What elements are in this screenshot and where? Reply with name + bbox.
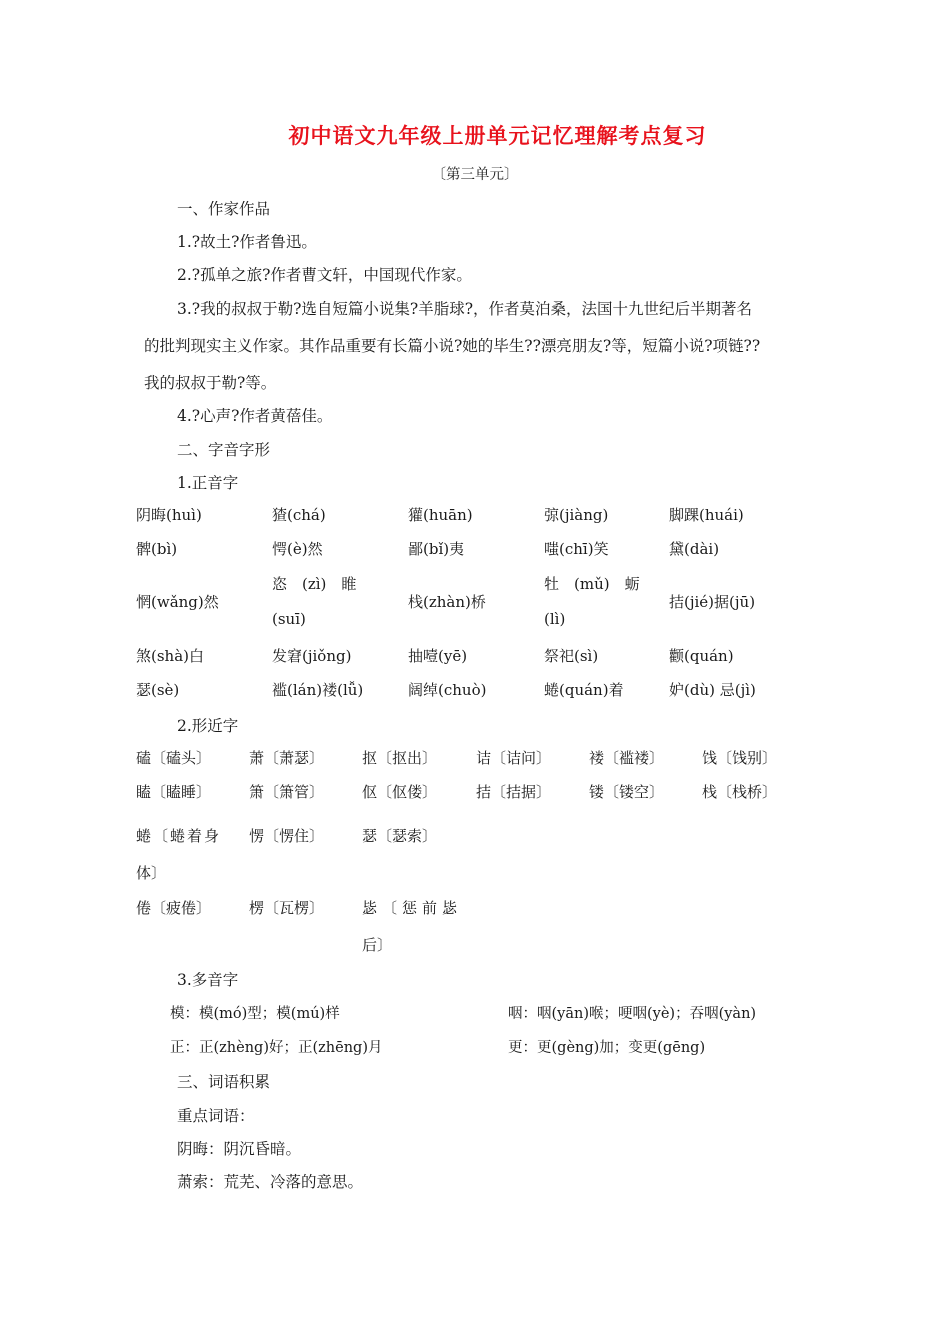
pron-cell: 瑟(sè) (136, 681, 180, 699)
pron-cell: 獾(huān) (408, 506, 473, 524)
pron-cell: 猹(chá) (272, 506, 326, 524)
polyphone-item: 更：更(gèng)加；变更(gēng) (508, 1040, 706, 1056)
pron-cell: (lì) (544, 610, 566, 628)
similar-cell: 箫〔箫管〕 (249, 783, 325, 801)
pron-cell: 鄙(bǐ)夷 (408, 540, 465, 558)
pron-cell: 阴晦(huì) (136, 506, 202, 524)
similar-cell: 瑟〔瑟索〕 (362, 827, 438, 845)
similar-cell: 饯〔饯别〕 (702, 749, 778, 767)
similar-cell: 愣〔愣住〕 (249, 827, 325, 845)
similar-cell: 镂〔镂空〕 (589, 783, 665, 801)
author-item-4: 4.?心声?作者黄蓓佳。 (177, 407, 333, 425)
similar-cell: 后〕 (362, 936, 393, 954)
section-heading-authors: 一、作家作品 (177, 200, 271, 218)
polyphone-item: 咽：咽(yān)喉；哽咽(yè)；吞咽(yàn) (508, 1006, 757, 1022)
similar-cell: 拮〔拮据〕 (476, 783, 552, 801)
similar-cell: 磕〔磕头〕 (136, 749, 212, 767)
pron-cell: 牡 (mǔ) 蛎 (544, 575, 640, 593)
similar-cell: 毖〔惩前毖 (362, 899, 463, 917)
similar-cell: 蜷〔蜷着身 (136, 827, 222, 845)
pron-cell: 煞(shà)白 (136, 647, 205, 665)
section-heading-vocabulary: 三、词语积累 (177, 1073, 271, 1091)
polyphone-item: 模：模(mó)型；模(mú)样 (170, 1006, 340, 1022)
pron-cell: 嗤(chī)笑 (544, 540, 609, 558)
vocabulary-subheading: 重点词语： (177, 1107, 255, 1125)
pron-cell: 阔绰(chuò) (408, 681, 487, 699)
pron-cell: 拮(jié)据(jū) (669, 593, 756, 611)
subheading-similar-chars: 2.形近字 (177, 717, 239, 735)
pron-cell: 愕(è)然 (272, 540, 323, 558)
pron-cell: 蜷(quán)着 (544, 681, 624, 699)
similar-cell: 体〕 (136, 864, 167, 882)
similar-cell: 诘〔诘问〕 (476, 749, 552, 767)
pron-cell: 妒(dù) 忌(jì) (669, 681, 756, 699)
pron-cell: 弶(jiàng) (544, 506, 609, 524)
pron-cell: 褴(lán)褛(lǚ) (272, 681, 364, 699)
pron-cell: 发窘(jiǒng) (272, 647, 352, 665)
pron-cell: 抽噎(yē) (408, 647, 468, 665)
similar-cell: 抠〔抠出〕 (362, 749, 438, 767)
document-subtitle: 〔第三单元〕 (431, 167, 519, 183)
author-item-2: 2.?孤单之旅?作者曹文轩，中国现代作家。 (177, 266, 472, 284)
similar-cell: 倦〔疲倦〕 (136, 899, 212, 917)
vocabulary-item: 阴晦：阴沉昏暗。 (177, 1140, 302, 1158)
polyphone-item: 正：正(zhèng)好；正(zhēng)月 (170, 1040, 383, 1056)
pron-cell: 脚踝(huái) (669, 506, 744, 524)
author-item-1: 1.?故土?作者鲁迅。 (177, 233, 317, 251)
author-item-3-line3: 我的叔叔于勒?等。 (144, 374, 277, 392)
document-title: 初中语文九年级上册单元记忆理解考点复习 (288, 123, 707, 148)
pron-cell: 黛(dài) (669, 540, 720, 558)
pron-cell: 惘(wǎng)然 (136, 593, 219, 611)
pron-cell: 颧(quán) (669, 647, 734, 665)
author-item-3-line2: 的批判现实主义作家。其作品重要有长篇小说?她的毕生??漂亮朋友?等，短篇小说?项链?? (144, 337, 761, 355)
similar-cell: 伛〔伛偻〕 (362, 783, 438, 801)
similar-cell: 褛〔褴褛〕 (589, 749, 665, 767)
pron-cell: (suī) (272, 610, 306, 628)
author-item-3-line1: 3.?我的叔叔于勒?选自短篇小说集?羊脂球?，作者莫泊桑，法国十九世纪后半期著名 (177, 300, 753, 318)
section-heading-characters: 二、字音字形 (177, 441, 271, 459)
pron-cell: 恣 (zì) 睢 (272, 575, 357, 593)
pron-cell: 髀(bì) (136, 540, 178, 558)
similar-cell: 栈〔栈桥〕 (702, 783, 778, 801)
similar-cell: 楞〔瓦楞〕 (249, 899, 325, 917)
similar-cell: 萧〔萧瑟〕 (249, 749, 325, 767)
pron-cell: 栈(zhàn)桥 (408, 593, 486, 611)
vocabulary-item: 萧索：荒芜、冷落的意思。 (177, 1173, 364, 1191)
similar-cell: 瞌〔瞌睡〕 (136, 783, 212, 801)
pron-cell: 祭祀(sì) (544, 647, 599, 665)
subheading-pronunciation: 1.正音字 (177, 474, 239, 492)
subheading-polyphones: 3.多音字 (177, 971, 239, 989)
